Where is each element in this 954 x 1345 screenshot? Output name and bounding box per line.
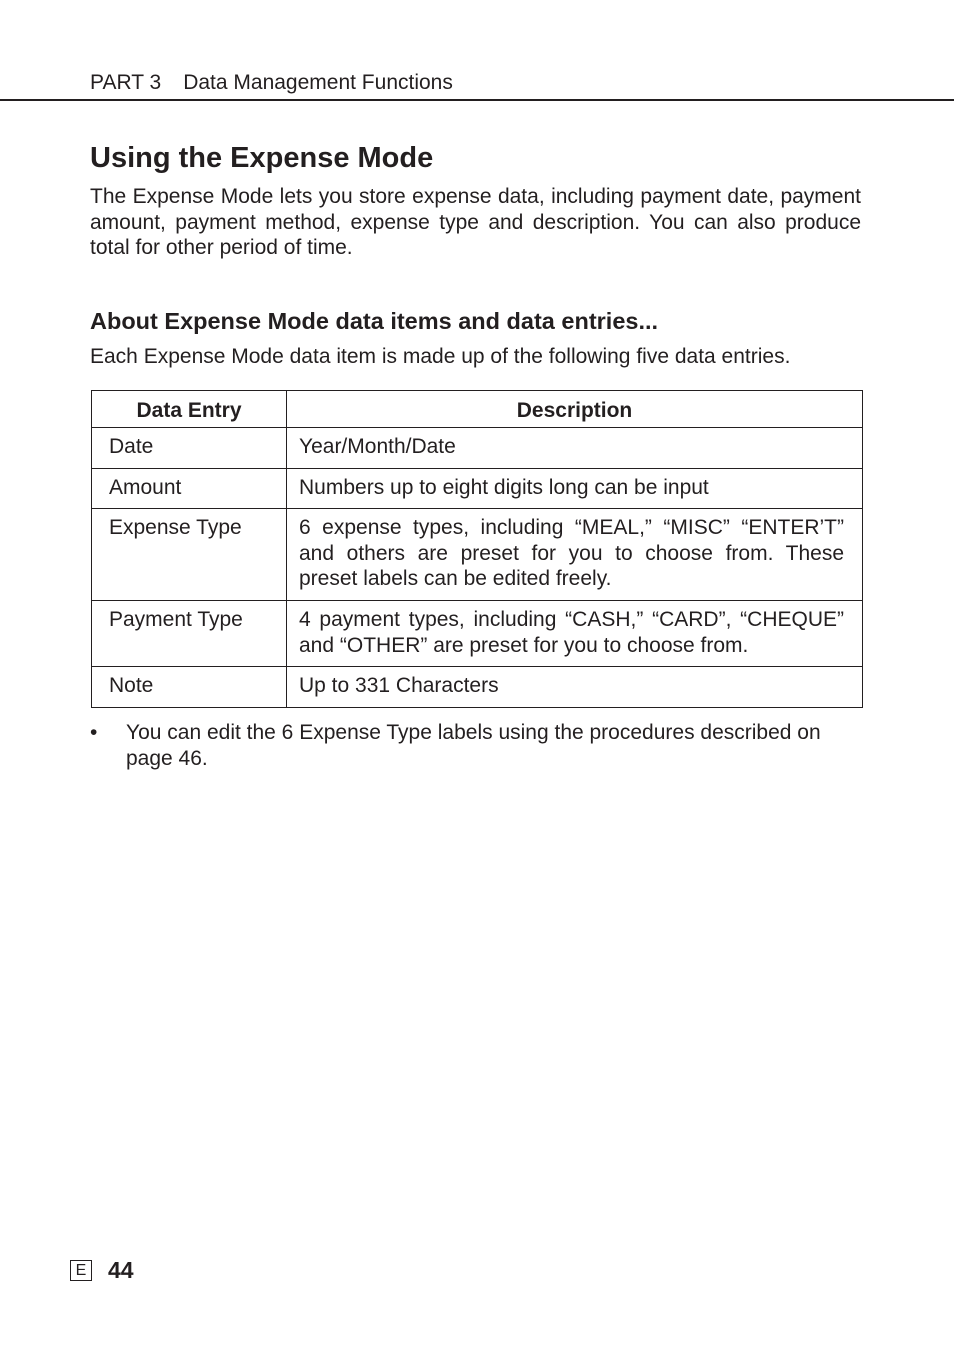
section-label: Data Management Functions	[183, 71, 453, 94]
header-description: Description	[287, 391, 863, 428]
entry-name: Expense Type	[92, 509, 287, 601]
data-entries-table	[91, 390, 863, 708]
bullet-note	[90, 720, 861, 772]
table-row	[92, 428, 863, 469]
page-number: 44	[108, 1257, 134, 1283]
header-rule	[0, 99, 954, 101]
entry-name: Date	[92, 428, 287, 469]
entry-description: Numbers up to eight digits long can be input	[287, 468, 863, 509]
page-title: Using the Expense Mode	[90, 142, 434, 174]
entry-name: Amount	[92, 468, 287, 509]
language-badge: E	[70, 1260, 92, 1281]
bullet-icon: •	[90, 721, 98, 744]
table-row	[92, 601, 863, 667]
part-label: PART 3	[90, 71, 162, 94]
running-head	[90, 70, 453, 96]
bullet-text: You can edit the 6 Expense Type labels using the procedures described on page 46.	[126, 721, 821, 770]
entry-name: Note	[92, 667, 287, 708]
table-row	[92, 667, 863, 708]
page-footer	[70, 1256, 134, 1284]
header-data-entry: Data Entry	[92, 391, 287, 428]
intro-paragraph: The Expense Mode lets you store expense data, including payment date, payment amount, payment method, expense type and description. You can also produce total for other period of time.	[90, 185, 861, 259]
table-header-row	[92, 391, 863, 428]
table-row	[92, 468, 863, 509]
entry-description: Year/Month/Date	[287, 428, 863, 469]
entry-description: 6 expense types, including “MEAL,” “MISC” “ENTER’T” and others are preset for you to choose from. These preset labels can be edited freely.	[287, 509, 863, 601]
entry-name: Payment Type	[92, 601, 287, 667]
table-row	[92, 509, 863, 601]
lead-paragraph: Each Expense Mode data item is made up of the following five data entries.	[90, 345, 791, 368]
entry-description: 4 payment types, including “CASH,” “CARD”, “CHEQUE” and “OTHER” are preset for you to choose from.	[287, 601, 863, 667]
entry-description: Up to 331 Characters	[287, 667, 863, 708]
section-subheading: About Expense Mode data items and data entries...	[90, 308, 659, 334]
